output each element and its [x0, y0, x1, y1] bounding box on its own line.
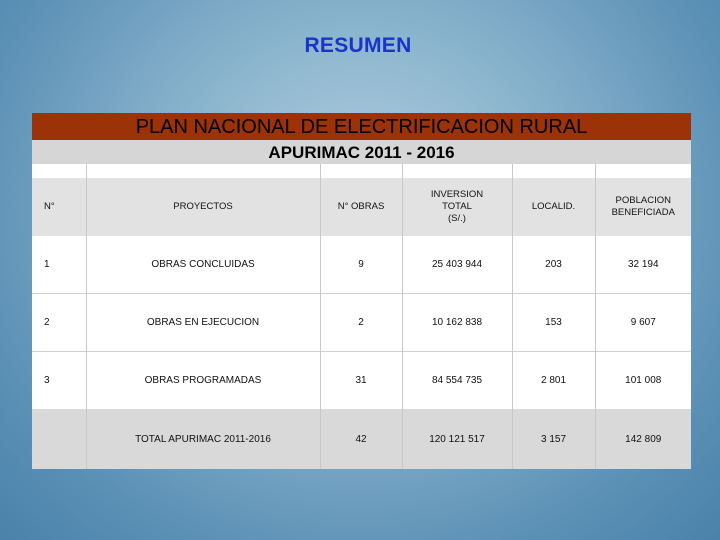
row-inversion: 84 554 735 — [402, 352, 512, 410]
header-inversion-line: (S/.) — [448, 213, 466, 224]
total-localid: 3 157 — [512, 409, 595, 469]
row-poblacion: 9 607 — [595, 294, 691, 352]
total-inversion: 120 121 517 — [402, 409, 512, 469]
row-proyecto: OBRAS PROGRAMADAS — [86, 352, 320, 410]
row-localid: 153 — [512, 294, 595, 352]
header-proyectos: PROYECTOS — [86, 178, 320, 236]
header-inversion-line: INVERSION — [430, 189, 484, 200]
table-row — [32, 294, 691, 352]
row-inversion: 10 162 838 — [402, 294, 512, 352]
header-num: N° — [32, 178, 86, 236]
row-inversion: 25 403 944 — [402, 236, 512, 294]
header-poblacion — [595, 178, 691, 236]
row-obras: 9 — [320, 236, 402, 294]
summary-table — [32, 113, 691, 468]
row-num: 3 — [32, 352, 86, 410]
row-poblacion: 101 008 — [595, 352, 691, 410]
header-inversion — [402, 178, 512, 236]
header-row — [32, 178, 691, 236]
header-obras: N° OBRAS — [320, 178, 402, 236]
spacer-row — [32, 164, 691, 178]
row-proyecto: OBRAS CONCLUIDAS — [86, 236, 320, 294]
total-poblacion: 142 809 — [595, 409, 691, 469]
row-poblacion: 32 194 — [595, 236, 691, 294]
row-localid: 203 — [512, 236, 595, 294]
row-proyecto: OBRAS EN EJECUCION — [86, 294, 320, 352]
row-obras: 2 — [320, 294, 402, 352]
row-localid: 2 801 — [512, 352, 595, 410]
header-localid: LOCALID. — [512, 178, 595, 236]
table-title: PLAN NACIONAL DE ELECTRIFICACION RURAL — [32, 113, 691, 140]
table-subtitle: APURIMAC 2011 - 2016 — [32, 140, 691, 164]
data-grid — [32, 164, 691, 469]
row-num: 2 — [32, 294, 86, 352]
table-row — [32, 352, 691, 410]
row-obras: 31 — [320, 352, 402, 410]
header-inversion-line: TOTAL — [442, 201, 472, 212]
header-poblacion-line: BENEFICIADA — [611, 207, 675, 218]
total-row — [32, 409, 691, 469]
total-obras: 42 — [320, 409, 402, 469]
slide-title: RESUMEN — [304, 34, 412, 57]
table-row — [32, 236, 691, 294]
row-num: 1 — [32, 236, 86, 294]
header-poblacion-line: POBLACION — [615, 195, 671, 206]
total-num-cell — [32, 409, 86, 469]
total-label: TOTAL APURIMAC 2011-2016 — [86, 409, 320, 469]
